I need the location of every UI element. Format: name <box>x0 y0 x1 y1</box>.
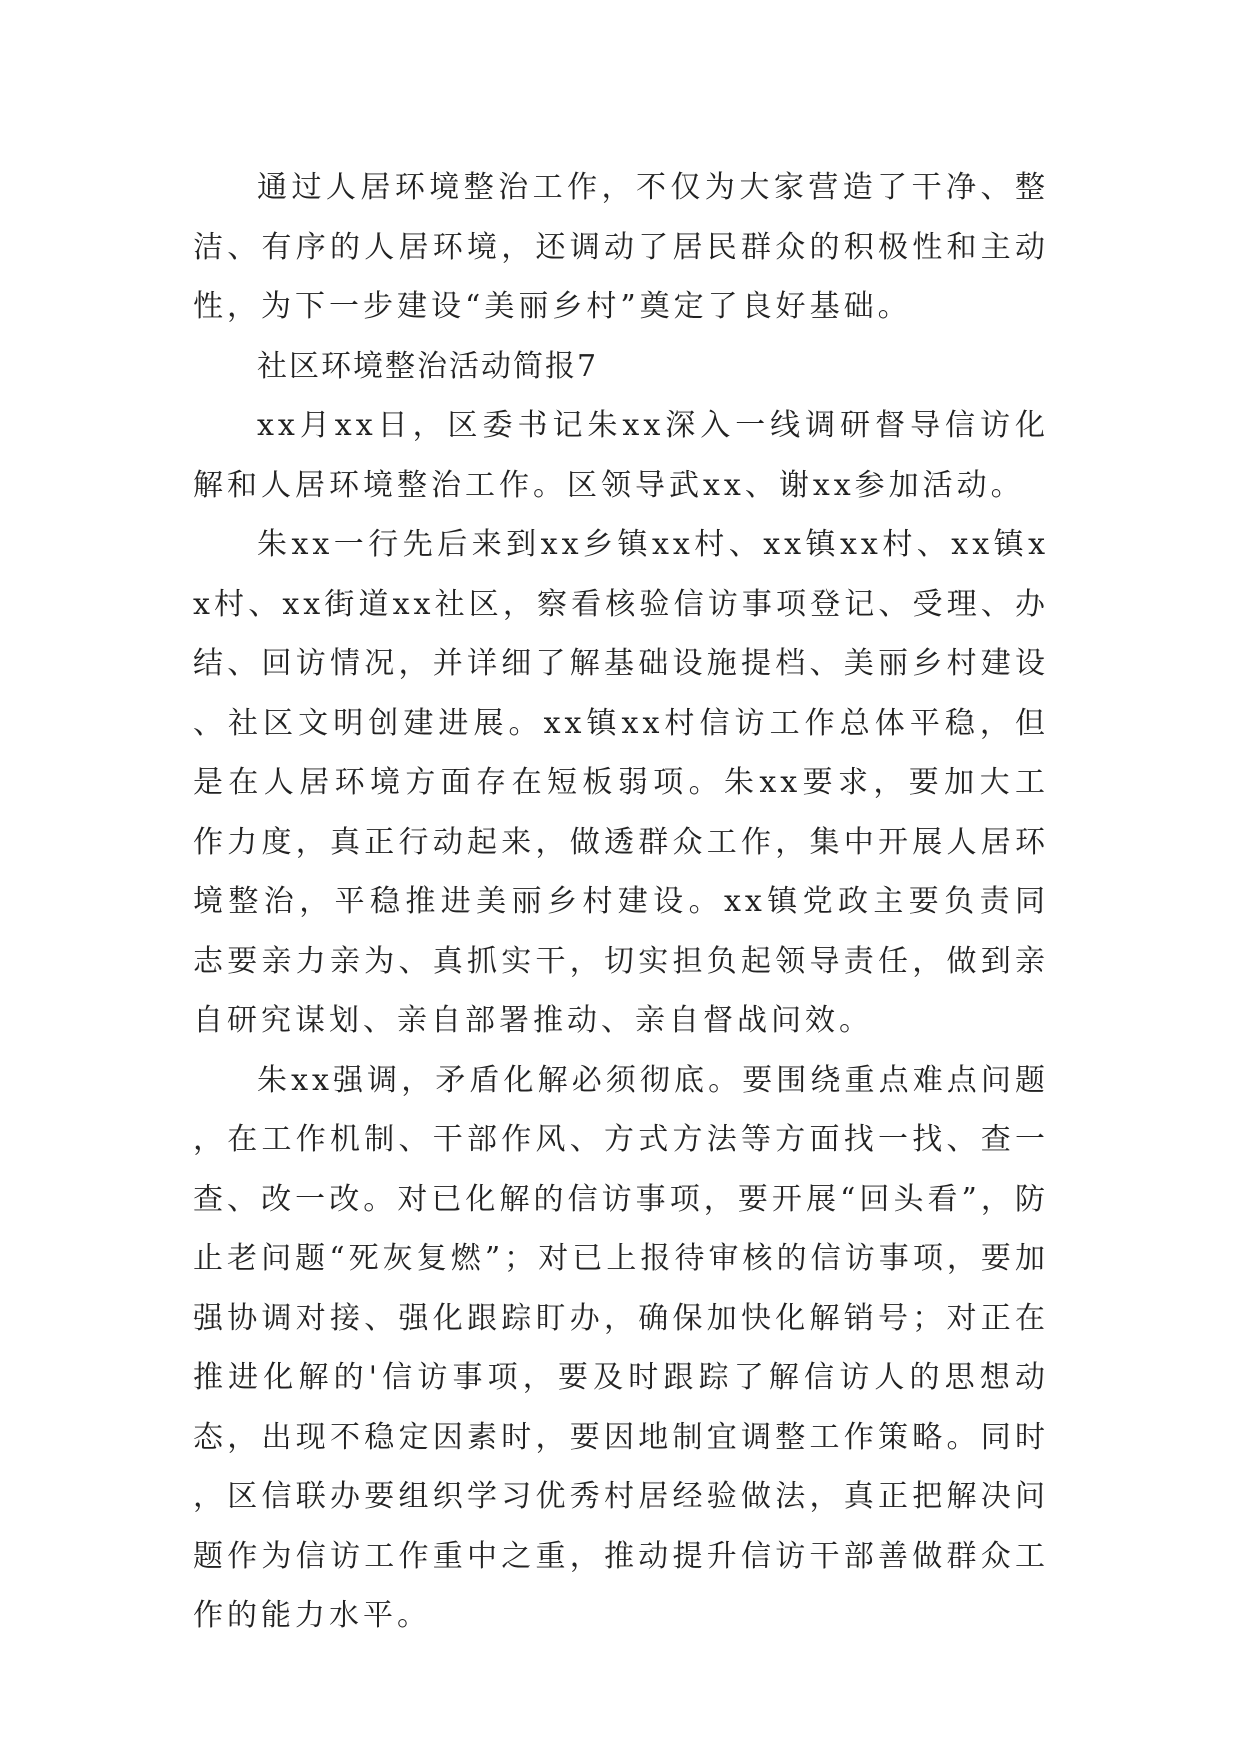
document-page <box>193 158 1049 1646</box>
paragraph-intro-summary: 通过人居环境整治工作，不仅为大家营造了干净、整洁、有序的人居环境，还调动了居民群众的积极性和主动性，为下一步建设“美丽乡村”奠定了良好基础。 <box>193 170 1049 324</box>
paragraph-emphasis: 朱xx强调，矛盾化解必须彻底。要围绕重点难点问题，在工作机制、干部作风、方式方法等方面找一找、查一查、改一改。对已化解的信访事项，要开展“回头看”，防止老问题“死灰复燃”；对已上报待审核的信访事项，要加强协调对接、强化跟踪盯办，确保加快化解销号；对正在推进化解的'信访事项，要及时跟踪了解信访人的思想动态，出现不稳定因素时，要因地制宜调整工作策略。同时，区信联办要组织学习优秀村居经验做法，真正把解决问题作为信访工作重中之重，推动提升信访干部善做群众工作的能力水平。 <box>193 1062 1049 1633</box>
paragraph-date-visit: xx月xx日，区委书记朱xx深入一线调研督导信访化解和人居环境整治工作。区领导武xx、谢xx参加活动。 <box>193 408 1049 503</box>
section-title: 社区环境整治活动简报7 <box>257 348 599 384</box>
paragraph-inspection: 朱xx一行先后来到xx乡镇xx村、xx镇xx村、xx镇xx村、xx街道xx社区，察看核验信访事项登记、受理、办结、回访情况，并详细了解基础设施提档、美丽乡村建设、社区文明创建进展。xx镇xx村信访工作总体平稳，但是在人居环境方面存在短板弱项。朱xx要求，要加大工作力度，真正行动起来，做透群众工作，集中开展人居环境整治，平稳推进美丽乡村建设。xx镇党政主要负责同志要亲力亲为、真抓实干，切实担负起领导责任，做到亲自研究谋划、亲自部署推动、亲自督战问效。 <box>193 527 1049 1038</box>
